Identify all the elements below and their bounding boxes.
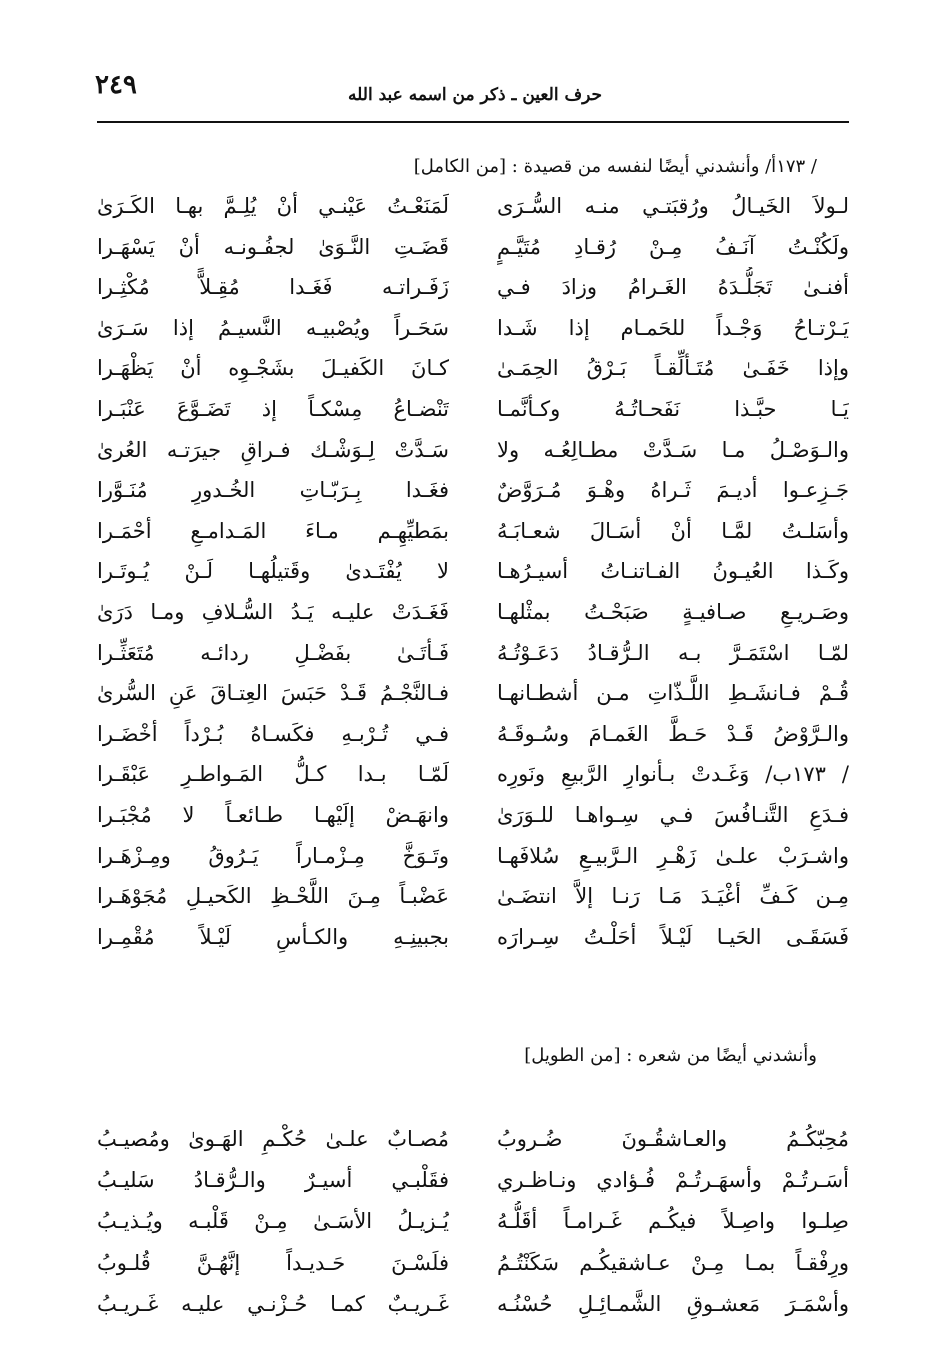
first-hemistich: يَـرْتـاحُ وَجْـداً للحَمـام إذا شَـدا (497, 315, 849, 340)
second-hemistich: مُصـابٌ علـىٰ حُكْـمِ الهَـوىٰ ومُصيـبُ (97, 1127, 449, 1151)
second-hemistich: سَـدَّتْ لِـوَشْـك فـراقِ جيرَتـه العُرىٰ (97, 437, 449, 462)
first-hemistich: قُـمْ فـانشَـطِ اللَّـذّاتِ مـن أشطـانهـا (497, 681, 849, 706)
first-hemistich: أسَـرتُـمْ وأسهَـرتُـمْ فُـؤادي ونـاظـري (497, 1168, 849, 1193)
first-hemistich: والـوَصْـلُ مـا سَـدَّتْ مطـالِعُـه ولا (497, 437, 849, 462)
first-hemistich: يَـا حبَّـذا نَفَحـاتُـهُ وكـأنَّمـا (497, 396, 849, 421)
second-hemistich: سَحَـراً ويُصْبيـه النَّسيـمُ إذا سَـرَىٰ (97, 315, 449, 340)
first-hemistich: وصَـريـعِ صـافيـةٍ صَبَحْـتُ بمثْلهـا (497, 599, 849, 624)
second-hemistich: فَـأتَـىٰ بفَضْـلِ ردائـه مُتَعَثِّـرا (97, 640, 449, 665)
first-hemistich: ولَكُنْـتُ آنَـفُ مِـنْ رُقـادِ مُتَيَّـمٍ (497, 234, 849, 259)
first-hemistich: فـدَعِ التَّنـافُسَ فـي سِـواهـا للـوَرَىٰ (497, 802, 849, 827)
verse-line (97, 551, 849, 592)
first-hemistich: / ١٧٣ب/ وَغَـدتْ بـأنوارِ الرَّبيعِ ونَورِه (497, 762, 849, 787)
verse-line (97, 917, 849, 958)
second-hemistich: زَفَـراتـه فَغَـدا مُقِـلاًّ مُكْثِـرا (97, 275, 449, 300)
verse-line (97, 1119, 849, 1160)
first-hemistich: جَـزِعـوا أديـمَ ثَـراهُ وهْـوَ مُـرَوَّضٌ (497, 478, 849, 503)
verse-line (97, 633, 849, 674)
verse-line (97, 511, 849, 552)
verse-line (97, 430, 849, 471)
second-hemistich: لا يُفْتَـدىٰ وقَتيلُهـا لَـنْ يُـوتَـرا (97, 559, 449, 584)
second-hemistich: وانهَـضْ إلَيْهـا طـائعـاً لا مُجْبَـرا (97, 802, 449, 827)
page-number: ٢٤٩ (95, 70, 137, 100)
first-hemistich: وأسَلـتُ لمَّـا أنْ أسَـالَ شعـابَـهُ (497, 518, 849, 543)
verse-line (97, 267, 849, 308)
verse-list (97, 186, 849, 957)
verse-line (97, 754, 849, 795)
second-hemistich: قَضَـتِ النَّـوَىٰ لجفُـونـه أنْ يَسْهَـرا (97, 234, 449, 259)
first-hemistich: وإذا خَفَـىٰ مُتَـألِّقـاً بَـرْقُ الحِمَـىٰ (497, 356, 849, 381)
first-hemistich: لـولاَ الخَيـالُ ورُقبَتـي منـه السُّـرَى (497, 194, 849, 218)
verse-line (97, 1243, 849, 1284)
second-hemistich: بمَطيِّهِـم مـاءَ المَـدامـعِ أحْمَـرا (97, 518, 449, 543)
second-hemistich: فـي تُـرْبـهِ فكَسـاهُ بُـرْداً أخْضَـرا (97, 721, 449, 746)
second-hemistich: وتَـوَخَّ مِـزْمـاراً يَـرُوقُ ومِـزْهَـرا (97, 843, 449, 868)
stanza-gap (97, 1075, 849, 1119)
verse-line (97, 795, 849, 836)
poem-kamil (97, 148, 849, 957)
second-hemistich: لَمّـا بـدا كـلُّ المَـواطـرِ عَبْقَـرا (97, 762, 449, 787)
second-hemistich: فغَـدا بِـرَبّـاتِ الخُـدورِ مُنَـوَّرا (97, 478, 449, 503)
poem-intro: / ١٧٣أ/ وأنشدني أيضًا لنفسه من قصيدة : [من الكامل] (413, 156, 817, 177)
poem-intro: وأنشدني أيضًا من شعره : [من الطويل] (524, 1045, 817, 1066)
poem-tawil (97, 1037, 849, 1325)
second-hemistich: بجبينِـهِ والكـأسِ لَيْـلاً مُقْمِـرا (97, 924, 449, 949)
verse-line (97, 836, 849, 877)
verse-line (97, 1160, 849, 1201)
verse-line (97, 308, 849, 349)
second-hemistich: تَنْضـاعُ مِسْكـاً إذ تَضَـوَّعَ عَنْبَـرا (97, 396, 449, 421)
first-hemistich: لمّـا اسْتَمَـرَّ بـه الـرُّقـادُ دَعَـوْتُـهُ (497, 640, 849, 665)
verse-line (97, 1284, 849, 1325)
first-hemistich: فَسَقَـى الحَيـا لَيْـلاً أحَلْـتُ سِـرارَه (497, 924, 849, 949)
second-hemistich: فلَسْـنَ حَـديـداً إنَّهُـنَّ قُلـوبُ (97, 1250, 449, 1275)
second-hemistich: غَـريـبٌ كمـا حُـزْنـي عليـه غَـريـبُ (97, 1291, 449, 1316)
running-header: حرف العين ـ ذكر من اسمه عبد الله (348, 85, 602, 105)
first-hemistich: واشـرَبْ علـىٰ زَهْـرِ الـرَّبيـعِ سُلافَهـا (497, 843, 849, 868)
first-hemistich: أفنـىٰ تَجَلُّـدَهُ الغَـرامُ وزادَ فـي (497, 275, 849, 300)
verse-line (97, 714, 849, 755)
first-hemistich: والـرَّوْضُ قَـدْ حَـطَّ الغَمـامَ وسُـوقَـهُ (497, 721, 849, 746)
first-hemistich: وكَـذا العُيـونُ الفـاتنـاتُ أسيـرُهـا (497, 559, 849, 584)
header-rule (97, 121, 849, 123)
verse-list (97, 1119, 849, 1325)
verse-line (97, 348, 849, 389)
second-hemistich: عَضْبـاً مِـنَ اللَّحْـظِ الكَحيـلِ مُجَوْهَـرا (97, 884, 449, 909)
second-hemistich: فـالنَّجْـمُ قَـدْ حَبَسَ العِتـاقَ عَنِ السُّرىٰ (97, 681, 449, 706)
verse-line (97, 227, 849, 268)
first-hemistich: مِـن كَـفِّ أغْيَـدَ مَـا رَنـا إلاَّ انتضَـىٰ (497, 884, 849, 909)
verse-line (97, 389, 849, 430)
second-hemistich: فقَلْبـي أسيـرٌ والـرُّقـادُ سَليـبُ (97, 1168, 449, 1193)
verse-line (97, 876, 849, 917)
verse-line (97, 673, 849, 714)
second-hemistich: كـانَ الكَفيـلَ بشَجْـوِه أنْ يَظْهَـرا (97, 356, 449, 381)
second-hemistich: فَغَـدَتْ عليـه يَـدُ السُّـلافِ ومـا دَرَىٰ (97, 599, 449, 624)
verse-line (97, 186, 849, 227)
second-hemistich: لَمَنَعْـتُ عَيْنـي أنْ يُلِـمَّ بهـا الكَـرَىٰ (97, 194, 449, 218)
first-hemistich: صِلـوا واصِـلاً فيكُـم غَـرامـاً أقَلُّـهُ (497, 1209, 849, 1234)
verse-line (97, 1201, 849, 1242)
verse-line (97, 592, 849, 633)
first-hemistich: ورِفْقـاً بمـا مِـنْ عـاشقيكُـم سَكَنْتُـمُ (497, 1250, 849, 1275)
verse-line (97, 470, 849, 511)
first-hemistich: وأسْمَـرَ مَعشـوقِ الشَّمـائِـلِ حُسْنُـه (497, 1291, 849, 1316)
second-hemistich: يُـزيـلُ الأسَـىٰ مِـنْ قَلْبـه ويُـذيـبُ (97, 1209, 449, 1234)
first-hemistich: مُحِبّكُـمُ والعـاشقُـونَ ضُـروبُ (497, 1127, 849, 1151)
